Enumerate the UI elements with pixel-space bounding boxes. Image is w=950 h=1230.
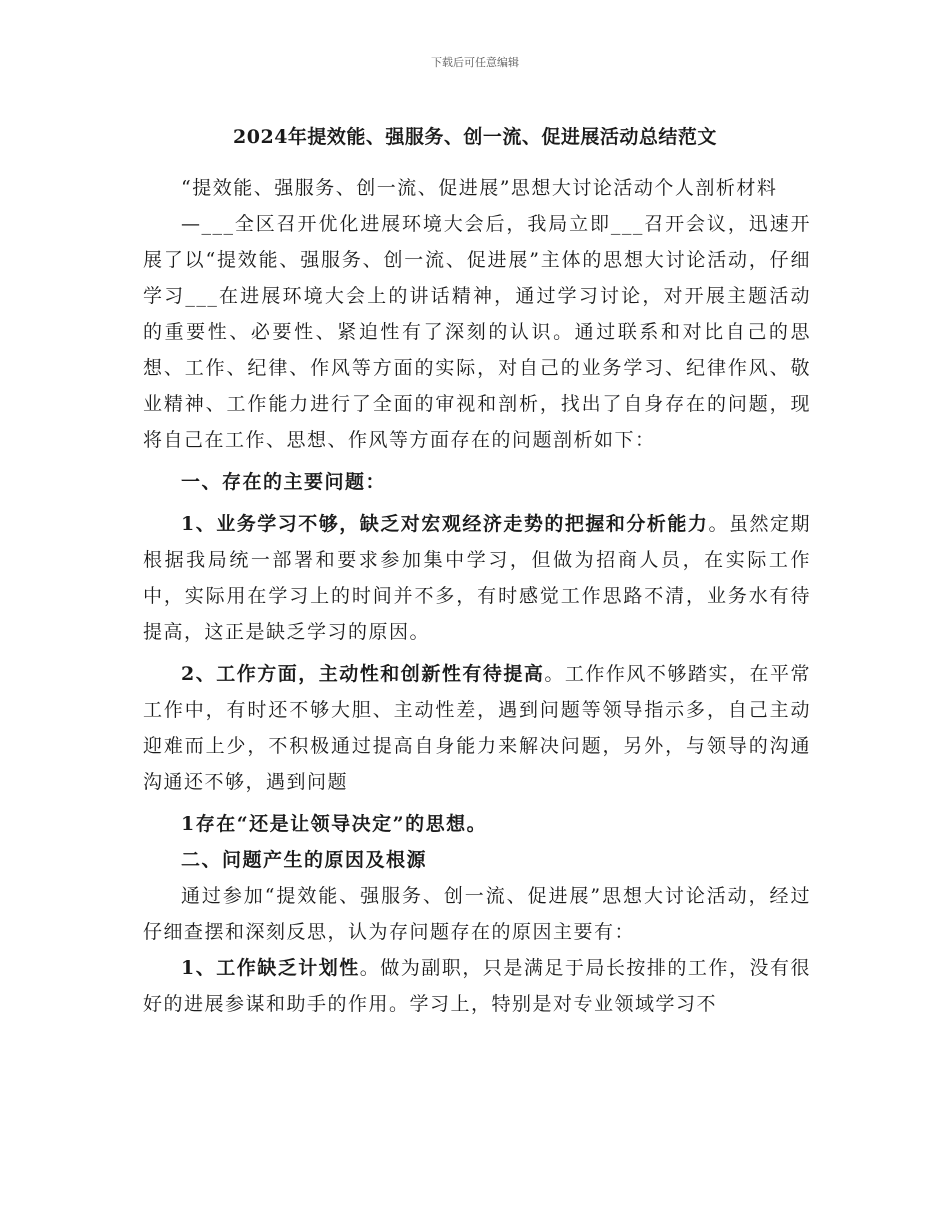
- paragraph-problem-1: [143, 506, 811, 650]
- paragraph-background: —___全区召开优化进展环境大会后，我局立即___召开会议，迅速开展了以“提效能、强服务、创一流、促进展”主体的思想大讨论活动，仔细学习___在进展环境大会上的讲话精神，通过学习讨论，对开展主题活动的重要性、必要性、紧迫性有了深刻的认识。通过联系和对比自己的思想、工作、纪律、作风等方面的实际，对自己的业务学习、纪律作风、敬业精神、工作能力进行了全面的审视和剖析，找出了自身存在的问题，现将自己在工作、思想、作风等方面存在的问题剖析如下：: [143, 213, 811, 451]
- problem-1-text: 。虽然定期根据我局统一部署和要求参加集中学习，但做为招商人员，在实际工作中，实际用在学习上的时间并不多，有时感觉工作思路不清，业务水有待提高，这正是缺乏学习的原因。: [143, 513, 811, 643]
- document-body: [143, 170, 811, 1022]
- problem-1-title: 1、业务学习不够，缺乏对宏观经济走势的把握和分析能力: [181, 513, 709, 535]
- paragraph-causes-intro: 通过参加“提效能、强服务、创一流、促进展”思想大讨论活动，经过仔细查摆和深刻反思，认为存问题存在的原因主要有：: [143, 885, 811, 943]
- paragraph-cause-1: [143, 950, 811, 1022]
- section-heading-problems: 一、存在的主要问题：: [181, 471, 387, 493]
- cause-1-text: 。做为副职，只是满足于局长按排的工作，没有很好的进展参谋和助手的作用。学习上，特别是对专业领域学习不: [143, 957, 811, 1015]
- document-title: 2024年提效能、强服务、创一流、促进展活动总结范文: [233, 126, 717, 148]
- problem-2-title: 2、工作方面，主动性和创新性有待提高: [181, 663, 545, 685]
- section-heading-causes: 二、问题产生的原因及根源: [181, 849, 428, 871]
- paragraph-intro-heading: “提效能、强服务、创一流、促进展”思想大讨论活动个人剖析材料: [181, 177, 778, 199]
- paragraph-problem-2-cont: 1存在“还是让领导决定”的思想。: [181, 813, 488, 835]
- paragraph-problem-2: [143, 656, 811, 800]
- cause-1-title: 1、工作缺乏计划性: [181, 957, 360, 979]
- page-header: 下载后可任意编辑: [431, 56, 519, 69]
- problem-2-text: 。工作作风不够踏实，在平常工作中，有时还不够大胆、主动性差，遇到问题等领导指示多，自己主动迎难而上少，不积极通过提高自身能力来解决问题，另外，与领导的沟通沟通还不够，遇到问题: [143, 663, 811, 793]
